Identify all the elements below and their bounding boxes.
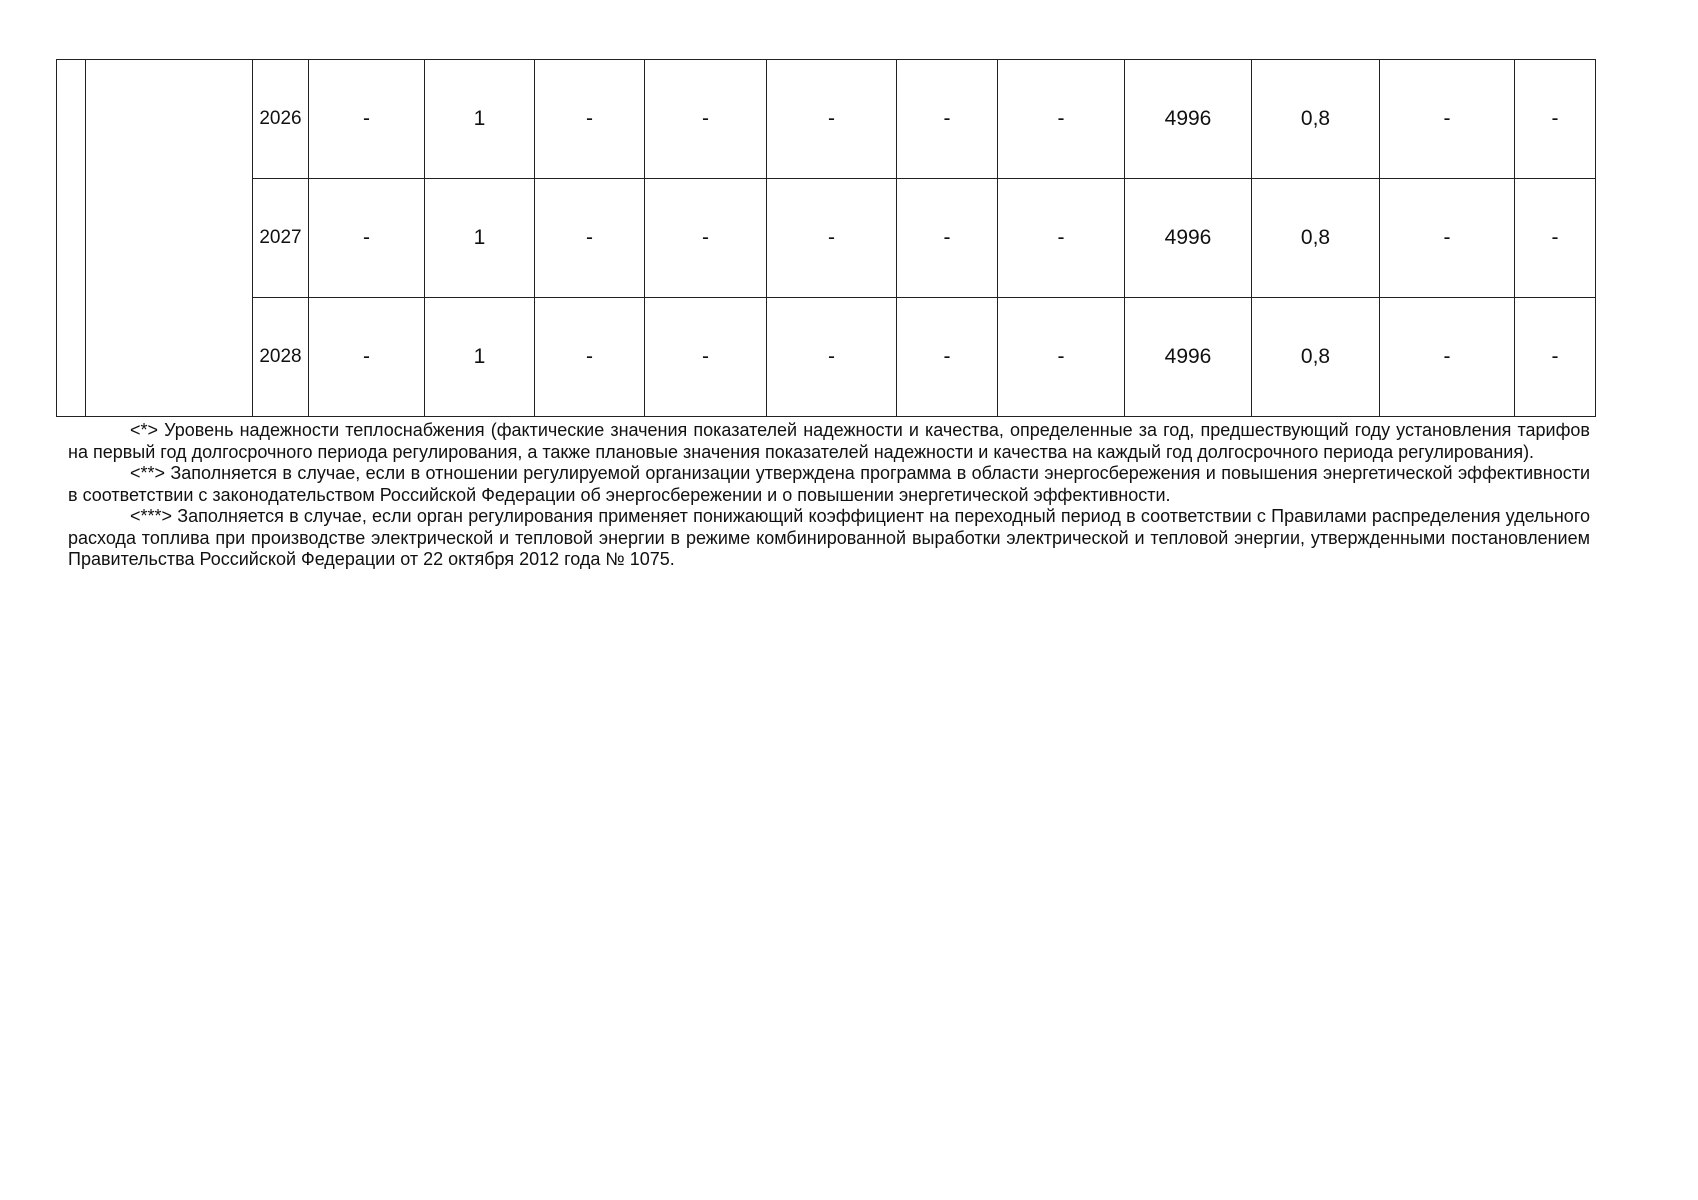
value-cell: - [309,179,425,298]
value-cell: - [535,60,645,179]
table-row [57,179,1596,298]
value-cell: 1 [425,60,535,179]
value-cell: - [1380,60,1515,179]
value-cell: 4996 [1125,60,1252,179]
value-cell: - [309,298,425,417]
value-cell: - [767,298,897,417]
value-cell: 4996 [1125,298,1252,417]
value-cell: - [535,298,645,417]
value-cell: - [998,60,1125,179]
value-cell: - [1515,179,1596,298]
footnotes [68,420,1590,571]
footnote-reliability: <*> Уровень надежности теплоснабжения (фактические значения показателей надежности и качества, определенные за год, предшествующий году установления тарифов на первый год долгосрочного периода регулирования, а также плановые значения показателей надежности и качества на каждый год долгосрочного периода регулирования). [68,420,1590,462]
table-row [57,60,1596,179]
value-cell: - [1380,298,1515,417]
value-cell: - [309,60,425,179]
value-cell: - [1380,179,1515,298]
value-cell: - [897,60,998,179]
blank-cell [57,60,86,417]
blank-cell [86,60,253,417]
value-cell: - [897,179,998,298]
value-cell: - [767,60,897,179]
value-cell: - [645,179,767,298]
value-cell: - [1515,60,1596,179]
value-cell: 1 [425,298,535,417]
value-cell: 0,8 [1252,298,1380,417]
year-cell: 2026 [253,60,309,179]
year-cell: 2027 [253,179,309,298]
value-cell: - [645,298,767,417]
value-cell: 1 [425,179,535,298]
value-cell: - [767,179,897,298]
value-cell: 4996 [1125,179,1252,298]
year-cell: 2028 [253,298,309,417]
value-cell: 0,8 [1252,60,1380,179]
value-cell: - [1515,298,1596,417]
value-cell: - [998,179,1125,298]
value-cell: - [998,298,1125,417]
footnote-fuel-coefficient: <***> Заполняется в случае, если орган регулирования применяет понижающий коэффициент на переходный период в соответствии с Правилами распределения удельного расхода топлива при производстве электрической и тепловой энергии в режиме комбинированной выработки электрической и тепловой энергии, утвержденными постановлением Правительства Российской Федерации от 22 октября 2012 года № 1075. [68,506,1590,569]
value-cell: - [535,179,645,298]
footnote-energy-saving: <**> Заполняется в случае, если в отношении регулируемой организации утверждена программа в области энергосбережения и повышения энергетической эффективности в соответствии с законодательством Российской Федерации об энергосбережении и о повышении энергетической эффективности. [68,463,1590,505]
value-cell: 0,8 [1252,179,1380,298]
value-cell: - [645,60,767,179]
table-row [57,298,1596,417]
indicators-table [56,59,1596,417]
value-cell: - [897,298,998,417]
